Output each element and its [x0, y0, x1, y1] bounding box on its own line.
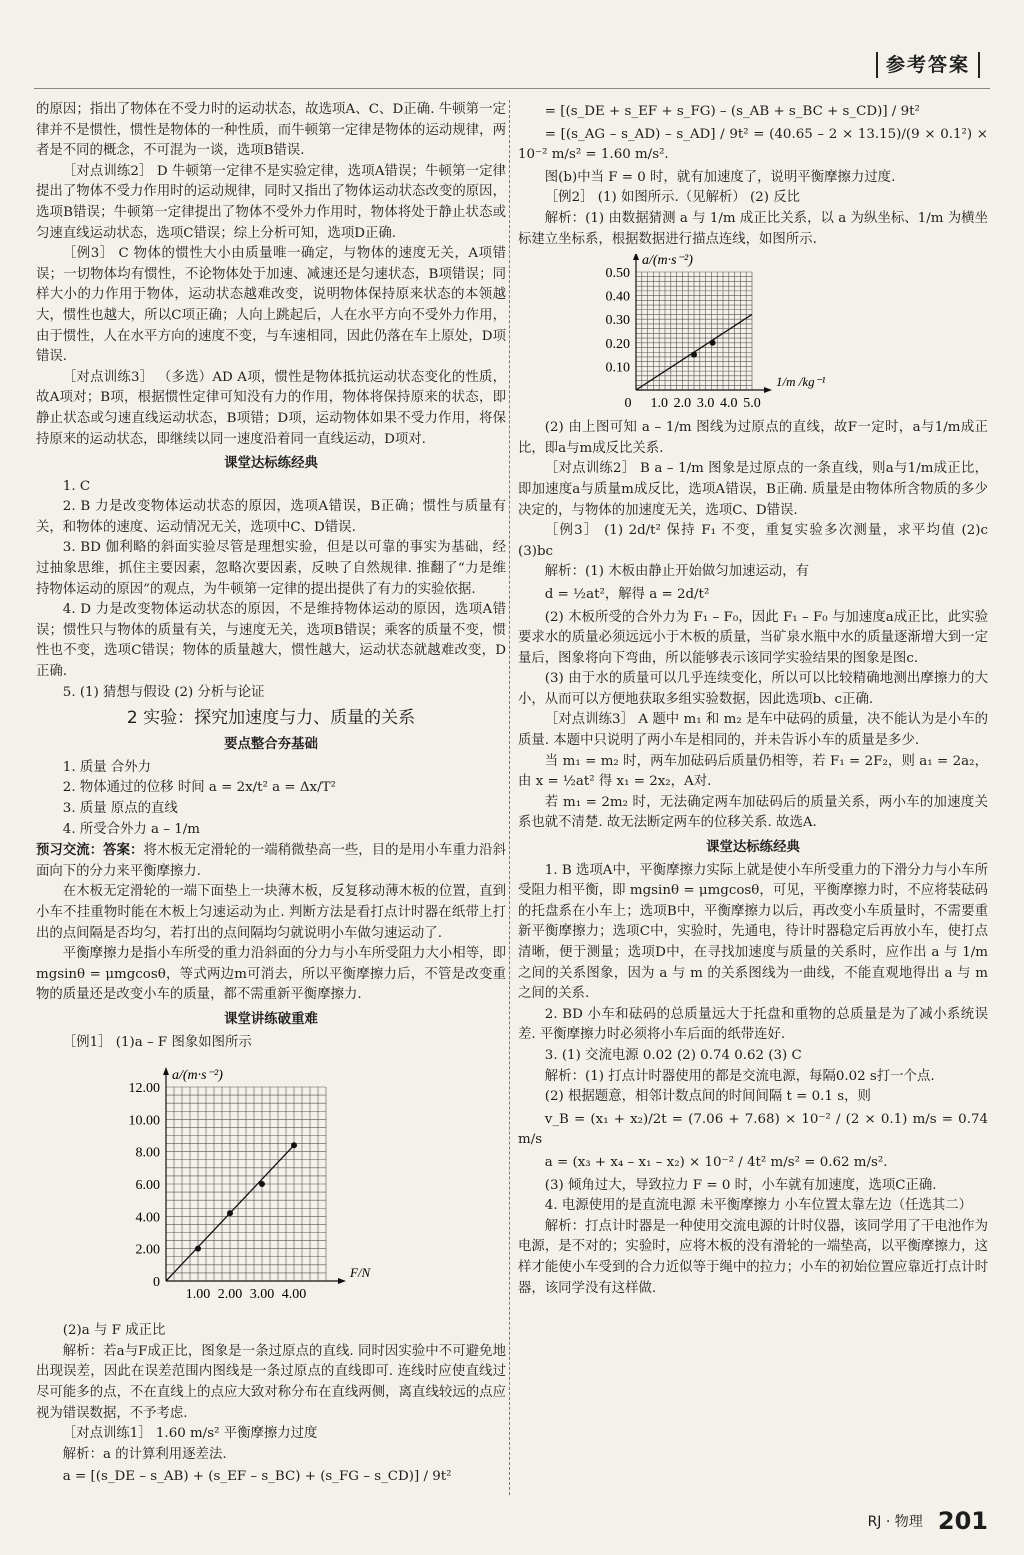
example-2-analysis: 解析：(1) 由数据猜测 a 与 1/m 成正比关系，以 a 为纵坐标、1/m 为横坐标建立坐标系，根据数据进行描点连线，如图所示. [518, 210, 988, 247]
example-2: ［例2］ (1) 如图所示.（见解析） (2) 反比 [544, 190, 801, 206]
text-r3: 图(b)中当 F = 0 时，就有加速度了，说明平衡摩擦力过度. [544, 169, 896, 185]
formula: = [(s_AG – s_AD) – s_AD] / 9t² = (40.65 – 2 × 13.15)/(9 × 0.1²) × 10⁻² m/s² = 1.60 m/s². [518, 126, 988, 163]
formula: d = ½at²，解得 a = 2d/t² [544, 586, 710, 602]
preview-text-2: 在木板无定滑轮的一端下面垫上一块薄木板，反复移动薄木板的位置，直到小车不挂重物时能在木板上匀速运动为止. 判断方法是看打点计时器在纸带上打出的点间隔是否均匀，若打出的点间隔均匀就说明小车做匀速运动了. [36, 884, 506, 941]
y-axis-label: a/(m·s⁻²) [172, 1068, 223, 1084]
text-r6: (2) 由上图可知 a – 1/m 图线为过原点的直线，故F一定时，a与1/m成正比，即a与m成反比关系. [518, 420, 988, 456]
chart-a-vs-f-svg [36, 1057, 376, 1317]
answer-1: 1. C [62, 478, 91, 494]
chapter-title: 2 实验：探究加速度与力、质量的关系 [126, 708, 416, 729]
page-footer [868, 1507, 988, 1535]
formula: = [(s_DE + s_EF + s_FG) – (s_AB + s_BC + s_CD)] / 9t² [544, 104, 920, 119]
page-header-title: 参考答案 [876, 52, 980, 78]
y-tick-label: 0.40 [605, 289, 630, 305]
header-rule [34, 88, 990, 89]
x-tick-label: 1.0 [650, 396, 668, 412]
formula: a = (x₃ + x₄ – x₁ – x₂) × 10⁻² / 4t² m/s² = 0.62 m/s². [544, 1154, 888, 1170]
y-axis-arrow [163, 1067, 169, 1075]
section-heading: 课堂讲练破重难 [224, 1011, 318, 1027]
y-axis-label: a/(m·s⁻²) [642, 254, 693, 269]
text-r14: 当 m₁ = m₂ 时，两车加砝码后质量仍相等，若 F₁ = 2F₂，则 a₁ = 2a₂，由 x = ½at² 得 x₁ = 2x₂，A对. [518, 753, 988, 790]
text-p2: ［对点训练2］ D 牛顿第一定律不是实验定律，选项A错误；牛顿第一定律提出了物体不受力作用时的运动规律，同时又指出了物体运动状态改变的原因，选项B错误；牛顿第一定律提出了物体不受外力作用时，物体将处于静止状态或匀速直线运动状态，选项C错误；综上分析可知，选项D正确. [36, 163, 506, 241]
answer-3: 3. BD 伽利略的斜面实验尽管是理想实验，但是以可靠的事实为基础，经过抽象思维，抓住主要因素，忽略次要因素，反映了自然规律. 推翻了“力是维持物体运动的原因”的观点，为牛顿第一定律的提出提供了有力的实验依据. [36, 540, 506, 597]
y-tick-label: 0.50 [605, 266, 630, 282]
training-3: ［对点训练3］ A 题中 m₁ 和 m₂ 是车中砝码的质量，决不能认为是小车的质量. 本题中只说明了两小车是相同的，并未告诉小车的质量是多少. [518, 712, 988, 749]
key-point-3: 3. 质量 原点的直线 [62, 801, 178, 816]
key-point-2: 2. 物体通过的位移 时间 a = 2x/t² a = Δx/T² [62, 780, 336, 796]
formula: a = [(s_DE – s_AB) + (s_EF – s_BC) + (s_FG – s_CD)] / 9t² [62, 1469, 452, 1485]
x-axis-label: 1/m /kg⁻¹ [776, 374, 826, 390]
example-1-analysis: 解析：若a与F成正比，图象是一条过原点的直线. 同时因实验中不可避免地出现误差，因此在误差范围内图线是一条过原点的直线即可. 连线时应使直线过尽可能多的点，不在直线上的点应大致对称分布在直线两侧，离直线较远的点应视为错误数据，不予考虑. [36, 1343, 506, 1421]
x-axis-label: F/N [350, 1265, 371, 1281]
text-r15: 若 m₁ = 2m₂ 时，无法确定两车加砝码后的质量关系，两小车的加速度关系也就不清楚. 故无法断定两车的位移关系. 故选A. [518, 794, 988, 831]
y-tick-label: 0 [153, 1275, 160, 1291]
drill-3-analysis: 解析：(1) 打点计时器使用的都是交流电源，每隔0.02 s打一个点. [544, 1068, 935, 1084]
text-r12: (3) 由于水的质量可以几乎连续变化，所以可以比较精确地测出摩擦力的大小，从而可以方便地获取多组实验数据，因此选项b、c正确. [518, 671, 988, 707]
example-3-analysis: 解析：(1) 木板由静止开始做匀加速运动，有 [544, 564, 810, 580]
preview-answer [36, 840, 506, 882]
y-tick-label: 6.00 [135, 1178, 160, 1194]
x-tick-label: 2.0 [673, 396, 692, 412]
x-axis-arrow [764, 387, 772, 393]
y-tick-label: 4.00 [135, 1210, 160, 1226]
preview-text-3: 平衡摩擦力是指小车所受的重力沿斜面的分力与小车所受阻力大小相等，即 mgsinθ = μmgcosθ，等式两边m可消去，所以平衡摩擦力后，不管是改变重物的质量还是改变小车的质量，都不需重新平衡摩擦力. [36, 946, 506, 1003]
x-tick-label: 4.00 [281, 1287, 307, 1303]
text-p3: ［例3］ C 物体的惯性大小由质量唯一确定，与物体的速度无关，A项错误；一切物体均有惯性，不论物体处于加速、减速还是匀速状态，B项错误；同样大小的力作用于物体，运动状态越难改变，说明物体保持原来状态的本领越大，惯性也越大，所以C项正确；人向上跳起后，人在水平方向不受外力作用，由于惯性，人在水平方向的速度不变，与车速相同，因此仍落在车上原处，D项错误. [36, 246, 506, 365]
page-number: 201 [937, 1507, 988, 1535]
footer-subject: RJ · 物理 [867, 1514, 923, 1530]
section-heading: 课堂达标练经典 [706, 840, 800, 856]
y-tick-label: 12.00 [128, 1081, 160, 1097]
formula: v_B = (x₁ + x₂)/2t = (7.06 + 7.68) × 10⁻² / (2 × 0.1) m/s = 0.74 m/s [518, 1111, 988, 1148]
x-axis-arrow [338, 1278, 346, 1284]
section-heading: 课堂达标练经典 [224, 456, 318, 472]
training-1: ［对点训练1］ 1.60 m/s² 平衡摩擦力过度 [62, 1426, 318, 1442]
data-point [195, 1246, 201, 1252]
training-2: ［对点训练2］ B a – 1/m 图象是过原点的一条直线，则a与1/m成正比，即加速度a与质量m成反比，选项A错误，B正确. 质量是由物体所含物质的多少决定的，与物体的加速度无关，选项C、D错误. [518, 461, 988, 518]
y-tick-label: 8.00 [135, 1145, 160, 1161]
column-divider [509, 100, 510, 1495]
preview-label: 预习交流：答案： [36, 842, 144, 859]
y-tick-label: 0.30 [605, 313, 630, 329]
drill-3-text: (2) 根据题意，相邻计数点间的时间间隔 t = 0.1 s，则 [544, 1089, 871, 1105]
right-column [518, 100, 988, 1299]
text-p4: ［对点训练3］ （多选）AD A项，惯性是物体抵抗运动状态变化的性质，故A项对；B项，根据惯性定律可知没有力的作用，物体将保持原来的状态，即静止状态或匀速直线运动状态，B项错；D项，运动物体如果不受力作用，将保持原来的运动状态，即继续以同一速度沿着同一直线运动，D项对. [36, 369, 506, 447]
drill-3-text: (3) 倾角过大，导致拉力 F = 0 时，小车就有加速度，选项C正确. [544, 1177, 937, 1193]
example-1-answer: (2)a 与 F 成正比 [62, 1323, 166, 1339]
drill-4: 4. 电源使用的是直流电源 未平衡摩擦力 小车位置太靠左边（任选其二） [544, 1198, 973, 1214]
x-tick-label: 1.00 [185, 1287, 211, 1303]
training-1-analysis: 解析：a 的计算利用逐差法. [62, 1446, 227, 1462]
key-point-4: 4. 所受合外力 a – 1/m [62, 821, 200, 837]
text-r11: (2) 木板所受的合外力为 F₁ – F₀，因此 F₁ – F₀ 与加速度a成正比，此实验要求水的质量必须远远小于木板的质量，当矿泉水瓶中水的质量逐渐增大到一定量后，图象将向下弯曲，所以能够表示该同学实验结果的图象是图c. [518, 609, 988, 666]
drill-2: 2. BD 小车和砝码的总质量远大于托盘和重物的总质量是为了减小系统误差. 平衡摩擦力时必须将小车后面的纸带连好. [518, 1006, 988, 1043]
answer-4: 4. D 力是改变物体运动状态的原因，不是维持物体运动的原因，选项A错误；惯性只与物体的质量有关，与速度无关，选项B错误；乘客的质量不变，惯性也不变，选项C错误；物体的质量越大，惯性越大，运动状态就越难改变，D正确. [36, 602, 506, 680]
x-tick-label: 5.0 [743, 396, 761, 412]
answer-5: 5. (1) 猜想与假设 (2) 分析与论证 [62, 684, 265, 700]
drill-1: 1. B 选项A中，平衡摩擦力实际上就是使小车所受重力的下滑分力与小车所受阻力相平衡，即 mgsinθ = μmgcosθ，可见，平衡摩擦力时，不应将装砝码的托盘系在小车上；选项B中，平衡摩擦力以后，再改变小车质量时，不需要重新平衡摩擦力；选项C中，实验时，先通电，待计时器稳定后再放小车，使打点清晰，便于测量；选项D中，在寻找加速度与质量的关系时，应作出 a 与 1/m 之间的关系图象，因为 a 与 m 的关系图线为一曲线，不能直观地得出 a 与 m 之间的关系. [518, 862, 988, 1002]
chart-a-vs-f [36, 1057, 506, 1317]
section-heading: 要点整合夯基础 [224, 737, 318, 753]
x-tick-label: 2.00 [217, 1287, 243, 1303]
y-tick-label: 2.00 [135, 1242, 160, 1258]
drill-4-analysis: 解析：打点计时器是一种使用交流电源的计时仪器，该同学用了干电池作为电源，是不对的；实验时，应将木板的没有滑轮的一端垫高，以平衡摩擦力，这样才能使小车受到的合力近似等于绳中的拉力；小车的初始位置应靠近打点计时器，该同学没有这样做. [518, 1218, 988, 1296]
left-column [36, 100, 506, 1490]
y-tick-label: 0.10 [605, 360, 630, 376]
drill-3: 3. (1) 交流电源 0.02 (2) 0.74 0.62 (3) C [544, 1047, 802, 1063]
data-point [227, 1210, 233, 1216]
preview-text: 将木板无定滑轮的一端稍微垫高一些，目的是用小车重力沿斜面向下的分力来平衡摩擦力. [36, 843, 506, 879]
data-point [710, 340, 716, 346]
data-point [691, 352, 697, 358]
data-point [259, 1181, 265, 1187]
data-point [291, 1142, 297, 1148]
y-axis-arrow [633, 254, 639, 260]
x-tick-label: 0 [624, 396, 632, 412]
y-tick-label: 0.20 [605, 336, 630, 352]
x-tick-label: 3.00 [249, 1287, 275, 1303]
x-tick-label: 3.0 [696, 396, 715, 412]
chart-a-vs-inverse-m-svg [518, 254, 858, 414]
key-point-1: 1. 质量 合外力 [62, 759, 152, 775]
example-3: ［例3］ (1) 2d/t² 保持 F₁ 不变，重复实验多次测量，求平均值 (2)c (3)bc [518, 523, 988, 559]
y-tick-label: 10.00 [128, 1113, 160, 1129]
example-1: ［例1］ (1)a – F 图象如图所示 [62, 1034, 252, 1050]
x-tick-label: 4.0 [720, 396, 738, 412]
answer-2: 2. B 力是改变物体运动状态的原因，选项A错误，B正确；惯性与质量有关，和物体的速度、运动情况无关，选项中C、D错误. [36, 499, 506, 535]
text-p1: 的原因；指出了物体在不受力时的运动状态，故选项A、C、D正确. 牛顿第一定律并不是惯性，惯性是物体的一种性质，而牛顿第一定律是物体的运动规律，两者是不同的概念，不可混为一谈，选项B错误. [36, 102, 506, 159]
chart-a-vs-inverse-m [518, 254, 988, 414]
